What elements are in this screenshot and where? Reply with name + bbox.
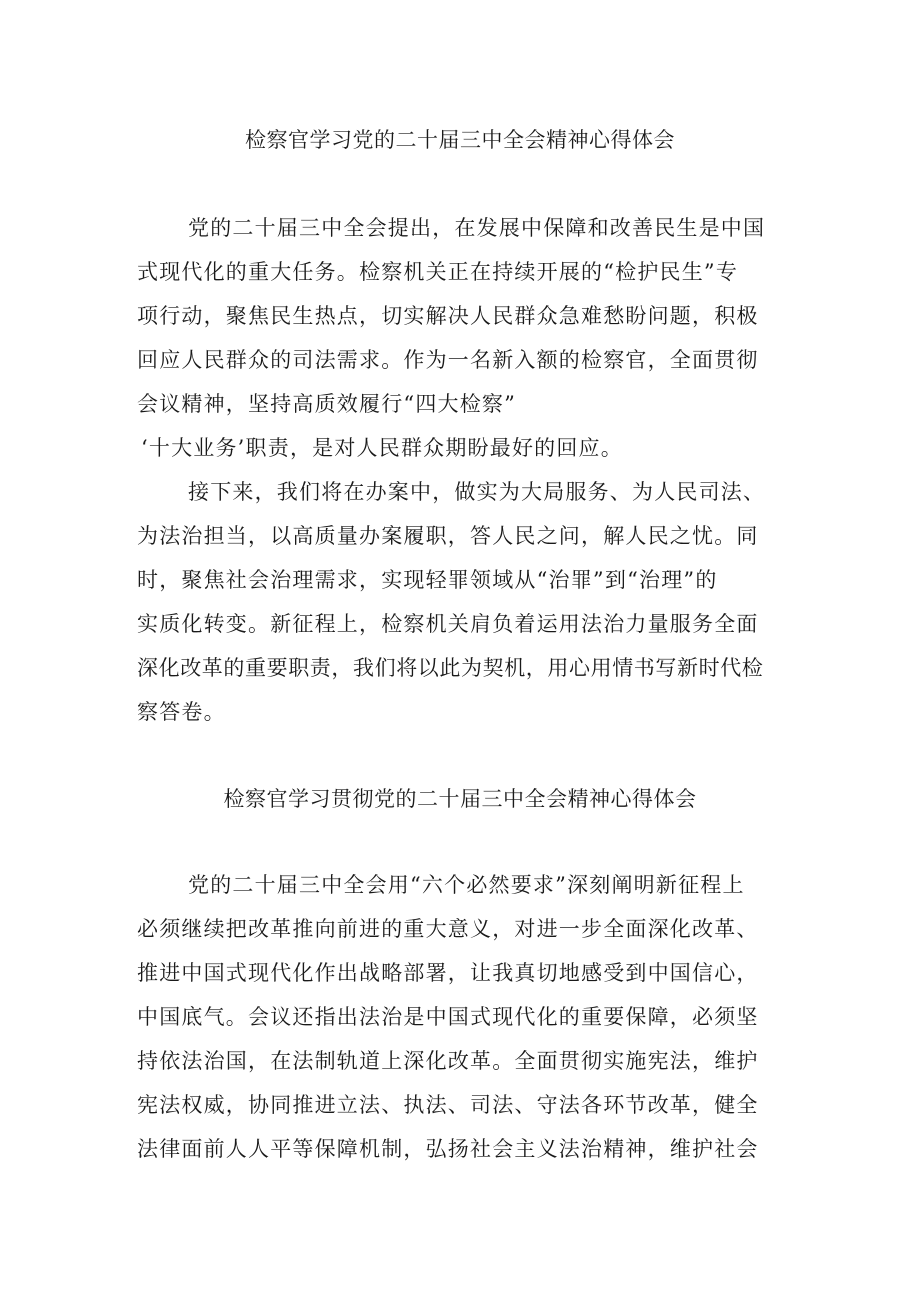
section1-line-10: 实质化转变。新征程上，检察机关肩负着运用法治力量服务全面 [137,612,759,636]
section1-line-2: 式现代化的重大任务。检察机关正在持续开展的“检护民生”专 [137,260,739,284]
section2-line-1: 党的二十届三中全会用“六个必然要求”深刻阐明新征程上 [188,873,745,897]
section1-line-11: 深化改革的重要职责，我们将以此为契机，用心用情书写新时代检 [137,656,764,680]
section1-line-3: 项行动，聚焦民生热点，切实解决人民群众急难愁盼问题，积极 [137,304,759,328]
section2-title: 检察官学习贯彻党的二十届三中全会精神心得体会 [223,787,697,811]
section2-line-4: 中国底气。会议还指出法治是中国式现代化的重要保障，必须坚 [137,1005,759,1029]
section1-line-12: 察答卷。 [137,700,226,724]
section2-line-2: 必须继续把改革推向前进的重大意义，对进一步全面深化改革、 [137,917,759,941]
section1-line-7: 接下来，我们将在办案中，做实为大局服务、为人民司法、 [188,480,766,504]
section2-line-6: 宪法权威，协同推进立法、执法、司法、守法各环节改革，健全 [137,1093,759,1117]
section1-line-8: 为法治担当，以高质量办案履职，答人民之问，解人民之忧。同 [137,524,759,548]
section1-line-5: 会议精神，坚持高质效履行“四大检察” [137,392,517,416]
section2-line-7: 法律面前人人平等保障机制，弘扬社会主义法治精神，维护社会 [137,1137,759,1161]
section1-title: 检察官学习党的二十届三中全会精神心得体会 [245,128,675,152]
section2-line-3: 推进中国式现代化作出战略部署，让我真切地感受到中国信心， [137,961,759,985]
section1-line-9: 时，聚焦社会治理需求，实现轻罪领域从“治罪”到“治理”的 [137,568,718,592]
section1-line-6: ‘十大业务’职责，是对人民群众期盼最好的回应。 [141,436,623,460]
section1-line-4: 回应人民群众的司法需求。作为一名新入额的检察官，全面贯彻 [137,348,759,372]
section1-line-1: 党的二十届三中全会提出，在发展中保障和改善民生是中国 [188,216,766,240]
section2-line-5: 持依法治国，在法制轨道上深化改革。全面贯彻实施宪法，维护 [137,1049,759,1073]
